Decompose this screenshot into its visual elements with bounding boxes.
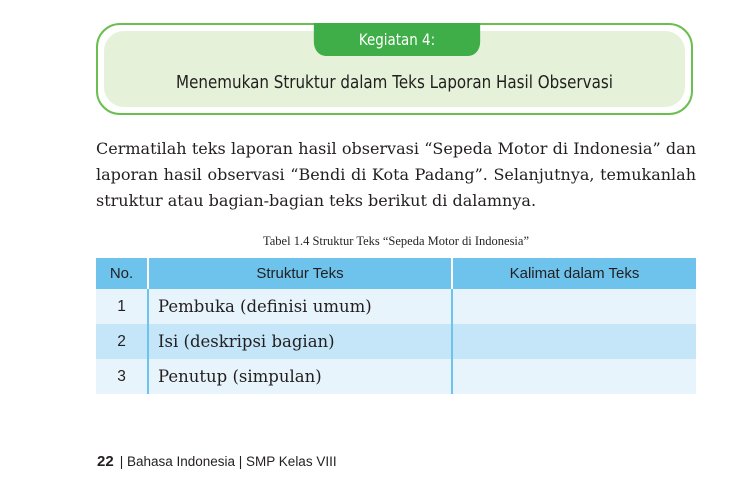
- table-row: [96, 324, 696, 359]
- page-number: 22: [97, 453, 114, 470]
- row-number: 1: [96, 289, 148, 324]
- page-footer: [97, 453, 337, 470]
- activity-title: Menemukan Struktur dalam Teks Laporan Hasil Observasi: [176, 72, 613, 93]
- row-kalimat-cell[interactable]: [452, 324, 696, 359]
- row-kalimat-cell[interactable]: [452, 289, 696, 324]
- table-header-row: [96, 258, 696, 289]
- header-struktur-teks: Struktur Teks: [148, 258, 452, 289]
- header-kalimat-dalam-teks: Kalimat dalam Teks: [452, 258, 696, 289]
- table-row: [96, 289, 696, 324]
- table-caption: Tabel 1.4 Struktur Teks “Sepeda Motor di Indonesia”: [262, 234, 529, 248]
- structure-table: [96, 258, 696, 394]
- row-number: 2: [96, 324, 148, 359]
- row-struktur: Isi (deskripsi bagian): [148, 324, 452, 359]
- footer-book-info: | Bahasa Indonesia | SMP Kelas VIII: [119, 454, 337, 469]
- row-struktur: Pembuka (definisi umum): [148, 289, 452, 324]
- row-number: 3: [96, 359, 148, 394]
- row-kalimat-cell[interactable]: [452, 359, 696, 394]
- activity-label: Kegiatan 4:: [314, 23, 480, 56]
- intro-paragraph: Cermatilah teks laporan hasil observasi “Sepeda Motor di Indonesia” dan laporan hasil observasi “Bendi di Kota Padang”. Selanjutnya, temukanlah struktur atau bagian-bagian teks berikut di dalamnya.: [96, 139, 696, 210]
- header-no: No.: [96, 258, 148, 289]
- row-struktur: Penutup (simpulan): [148, 359, 452, 394]
- table-row: [96, 359, 696, 394]
